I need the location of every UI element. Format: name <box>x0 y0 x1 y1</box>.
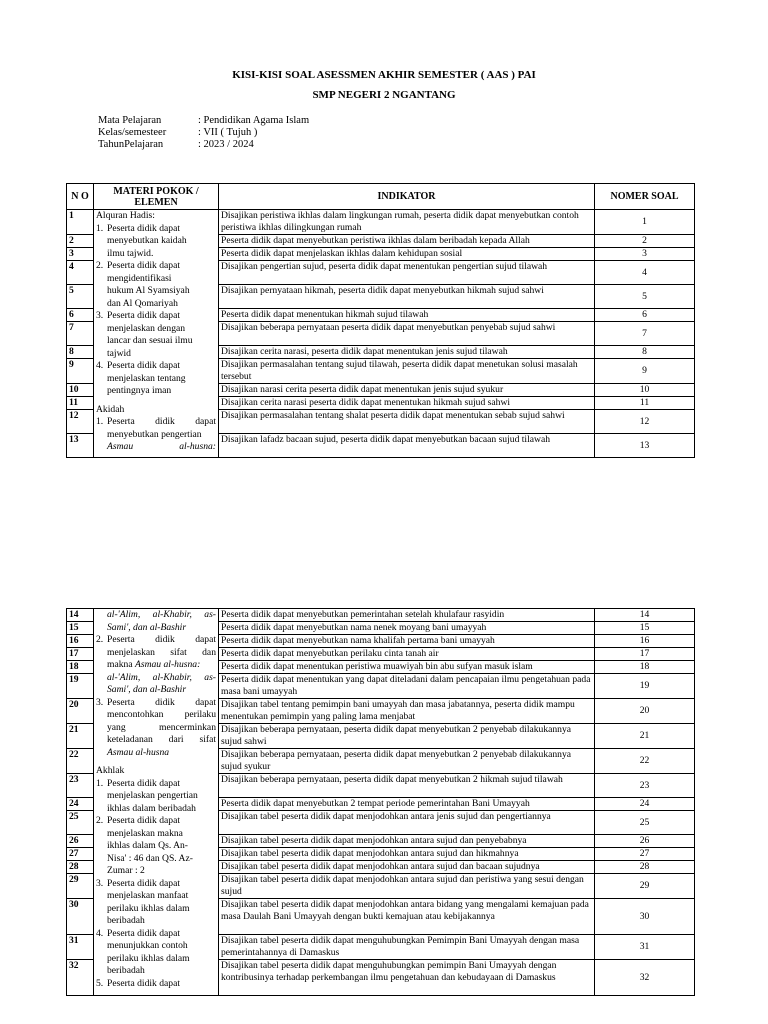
row-number: 20 <box>67 699 94 724</box>
indikator-cell: Disajikan beberapa pernyataan peserta didik dapat menyebutkan penyebab sujud sahwi <box>219 322 595 346</box>
meta-row <box>98 139 309 151</box>
soal-number: 28 <box>595 861 695 874</box>
meta-block <box>98 115 309 151</box>
soal-number: 1 <box>595 210 695 235</box>
row-number: 3 <box>67 248 94 261</box>
indikator-cell: Disajikan permasalahan tentang shalat peserta didik dapat menentukan sebab sujud sahwi <box>219 410 595 434</box>
soal-number: 8 <box>595 346 695 359</box>
row-number: 31 <box>67 935 94 960</box>
soal-number: 25 <box>595 811 695 835</box>
row-number: 18 <box>67 661 94 674</box>
row-number: 19 <box>67 674 94 699</box>
row-number: 8 <box>67 346 94 359</box>
soal-number: 4 <box>595 261 695 285</box>
soal-number: 20 <box>595 699 695 724</box>
indikator-cell: Disajikan tabel peserta didik dapat menjodohkan antara sujud dan penyebabnya <box>219 835 595 848</box>
document-title: KISI-KISI SOAL ASESSMEN AKHIR SEMESTER ( AAS ) PAI <box>232 69 536 81</box>
indikator-cell: Disajikan tabel peserta didik dapat menjodohkan antara sujud dan hikmahnya <box>219 848 595 861</box>
soal-number: 18 <box>595 661 695 674</box>
table-row <box>67 609 695 622</box>
soal-number: 2 <box>595 235 695 248</box>
row-number: 16 <box>67 635 94 648</box>
soal-number: 11 <box>595 397 695 410</box>
materi-cell: al-'Alim, al-Khabir, as- Sami', dan al-Bashir 2. Peserta didik dapat menjelaskan sifat dan makna Asmau al-husna: al-'Alim, al-Khabir, as- Sami', dan al-Bashir 3. Peserta didik dapat mencontohkan perilaku yang mencerminkan keteladanan dari sifat Asmau al-husna Akhlak 1. Peserta didik dapat menjelaskan pengertian ikhlas dalam beribadah 2. Peserta didik dapat menjelaskan makna ikhlas dalam Qs. An- Nisa' : 46 dan QS. Az- Zumar : 2 3. Peserta didik dapat menjelaskan manfaat perilaku ikhlas dalam beribadah 4. Peserta didik dapat menunjukkan contoh perilaku ikhlas dalam beribadah 5. Peserta didik dapat <box>94 609 219 996</box>
row-number: 28 <box>67 861 94 874</box>
soal-number: 5 <box>595 285 695 309</box>
indikator-cell: Disajikan pernyataan hikmah, peserta didik dapat menyebutkan hikmah sujud sahwi <box>219 285 595 309</box>
indikator-cell: Disajikan cerita narasi peserta didik dapat menentukan hikmah sujud sahwi <box>219 397 595 410</box>
soal-number: 6 <box>595 309 695 322</box>
soal-number: 14 <box>595 609 695 622</box>
row-number: 25 <box>67 811 94 835</box>
row-number: 15 <box>67 622 94 635</box>
indikator-cell: Disajikan tabel peserta didik dapat menjodohkan antara sujud dan peristiwa yang sesui dengan sujud <box>219 874 595 899</box>
soal-number: 9 <box>595 359 695 384</box>
indikator-cell: Disajikan peristiwa ikhlas dalam lingkungan rumah, peserta didik dapat menyebutkan contoh peristiwa ikhlas dilingkungan rumah <box>219 210 595 235</box>
indikator-cell: Disajikan beberapa pernyataan, peserta didik dapat menyebutkan 2 penyebab dilakukannya sujud syukur <box>219 749 595 774</box>
row-number: 17 <box>67 648 94 661</box>
row-number: 1 <box>67 210 94 235</box>
row-number: 30 <box>67 899 94 935</box>
soal-number: 30 <box>595 899 695 935</box>
soal-number: 22 <box>595 749 695 774</box>
indikator-cell: Disajikan tabel peserta didik dapat menjodohkan antara bidang yang mengalami kemajuan pada masa Daulah Bani Umayyah dengan bukti kemajuan atau kebijakannya <box>219 899 595 935</box>
soal-number: 3 <box>595 248 695 261</box>
indikator-cell: Disajikan cerita narasi, peserta didik dapat menentukan jenis sujud tilawah <box>219 346 595 359</box>
col-header-soal: NOMER SOAL <box>595 184 695 210</box>
indikator-cell: Disajikan tabel tentang pemimpin bani umayyah dan masa jabatannya, peserta didik mampu menentukan pemimpin yang paling lama menjabat <box>219 699 595 724</box>
materi-heading: Alquran Hadis: <box>96 210 155 221</box>
soal-number: 12 <box>595 410 695 434</box>
indikator-cell: Peserta didik dapat menentukan yang dapat diteladani dalam pencapaian ilmu pengetahuan pada masa bani umayyah <box>219 674 595 699</box>
row-number: 26 <box>67 835 94 848</box>
indikator-cell: Disajikan pengertian sujud, peserta didik dapat menentukan pengertian sujud tilawah <box>219 261 595 285</box>
indikator-cell: Disajikan tabel peserta didik dapat menguhubungkan Pemimpin Bani Umayyah dengan masa pemerintahannya di Damaskus <box>219 935 595 960</box>
indikator-cell: Peserta didik dapat menentukan hikmah sujud tilawah <box>219 309 595 322</box>
indikator-cell: Disajikan tabel peserta didik dapat menguhubungkan pemimpin Bani Umayyah dengan kontribusinya terhadap perkembangan ilmu pengetahuan dan kebudayaan di Damaskus <box>219 960 595 996</box>
row-number: 13 <box>67 434 94 458</box>
row-number: 12 <box>67 410 94 434</box>
meta-value: : 2023 / 2024 <box>198 139 254 150</box>
soal-number: 16 <box>595 635 695 648</box>
meta-row <box>98 115 309 127</box>
soal-number: 10 <box>595 384 695 397</box>
indikator-cell: Peserta didik dapat menentukan peristiwa muawiyah bin abu sufyan masuk islam <box>219 661 595 674</box>
indikator-cell: Peserta didik dapat menyebutkan 2 tempat periode pemerintahan Bani Umayyah <box>219 798 595 811</box>
row-number: 27 <box>67 848 94 861</box>
row-number: 4 <box>67 261 94 285</box>
row-number: 9 <box>67 359 94 384</box>
materi-cell: Alquran Hadis: 1. Peserta didik dapat menyebutkan kaidah ilmu tajwid. 2. Peserta didik dapat mengidentifikasi hukum Al Syamsiyah dan Al Qomariyah 3. Peserta didik dapat menjelaskan dengan lancar dan sesuai ilmu tajwid 4. Peserta didik dapat menjelaskan tentang pentingnya iman Akidah 1. Peserta didik dapat menyebutkan pengertian Asmau al-husna: <box>94 210 219 458</box>
row-number: 22 <box>67 749 94 774</box>
row-number: 21 <box>67 724 94 749</box>
indikator-cell: Disajikan tabel peserta didik dapat menjodohkan antara sujud dan bacaan sujudnya <box>219 861 595 874</box>
meta-label: Kelas/semesteer <box>98 127 167 138</box>
col-header-no: N O <box>67 184 94 210</box>
soal-number: 24 <box>595 798 695 811</box>
soal-number: 13 <box>595 434 695 458</box>
row-number: 2 <box>67 235 94 248</box>
row-number: 6 <box>67 309 94 322</box>
indikator-cell: Peserta didik dapat menjelaskan ikhlas dalam kehidupan sosial <box>219 248 595 261</box>
table-row <box>67 210 695 235</box>
row-number: 24 <box>67 798 94 811</box>
indikator-cell: Disajikan permasalahan tentang sujud tilawah, peserta didik dapat menetukan solusi masalah tersebut <box>219 359 595 384</box>
meta-label: TahunPelajaran <box>98 139 164 150</box>
col-header-materi: MATERI POKOK / ELEMEN <box>94 184 219 210</box>
soal-number: 15 <box>595 622 695 635</box>
indikator-cell: Disajikan lafadz bacaan sujud, peserta didik dapat menyebutkan bacaan sujud tilawah <box>219 434 595 458</box>
row-number: 11 <box>67 397 94 410</box>
indikator-cell: Disajikan beberapa pernyataan, peserta didik dapat menyebutkan 2 penyebab dilakukannya sujud sahwi <box>219 724 595 749</box>
indikator-cell: Peserta didik dapat menyebutkan nama nenek moyang bani umayyah <box>219 622 595 635</box>
row-number: 32 <box>67 960 94 996</box>
indikator-cell: Peserta didik dapat menyebutkan peristiwa ikhlas dalam beribadah kepada Allah <box>219 235 595 248</box>
indikator-cell: Peserta didik dapat menyebutkan nama khalifah pertama bani umayyah <box>219 635 595 648</box>
row-number: 10 <box>67 384 94 397</box>
materi-heading: Akidah <box>96 403 125 415</box>
soal-number: 26 <box>595 835 695 848</box>
indikator-cell: Disajikan beberapa pernyataan, peserta didik dapat menyebutkan 2 hikmah sujud tilawah <box>219 774 595 798</box>
soal-number: 27 <box>595 848 695 861</box>
col-header-indikator: INDIKATOR <box>219 184 595 210</box>
materi-heading: Akhlak <box>96 765 125 776</box>
soal-number: 17 <box>595 648 695 661</box>
indikator-cell: Disajikan tabel peserta didik dapat menjodohkan antara jenis sujud dan pengertiannya <box>219 811 595 835</box>
indikator-cell: Disajikan narasi cerita peserta didik dapat menentukan jenis sujud syukur <box>219 384 595 397</box>
row-number: 7 <box>67 322 94 346</box>
school-name: SMP NEGERI 2 NGANTANG <box>312 89 456 101</box>
soal-number: 32 <box>595 960 695 996</box>
meta-value: : VII ( Tujuh ) <box>198 127 258 138</box>
row-number: 5 <box>67 285 94 309</box>
soal-number: 19 <box>595 674 695 699</box>
soal-number: 23 <box>595 774 695 798</box>
soal-number: 29 <box>595 874 695 899</box>
meta-row <box>98 127 309 139</box>
row-number: 23 <box>67 774 94 798</box>
meta-value: : Pendidikan Agama Islam <box>198 115 310 126</box>
soal-number: 21 <box>595 724 695 749</box>
kisi-kisi-table-part1 <box>66 183 695 458</box>
indikator-cell: Peserta didik dapat menyebutkan pemerintahan setelah khulafaur rasyidin <box>219 609 595 622</box>
row-number: 14 <box>67 609 94 622</box>
meta-label: Mata Pelajaran <box>98 115 162 126</box>
indikator-cell: Peserta didik dapat menyebutkan perilaku cinta tanah air <box>219 648 595 661</box>
row-number: 29 <box>67 874 94 899</box>
soal-number: 31 <box>595 935 695 960</box>
soal-number: 7 <box>595 322 695 346</box>
kisi-kisi-table-part2 <box>66 608 695 996</box>
table-header-row <box>67 184 695 210</box>
